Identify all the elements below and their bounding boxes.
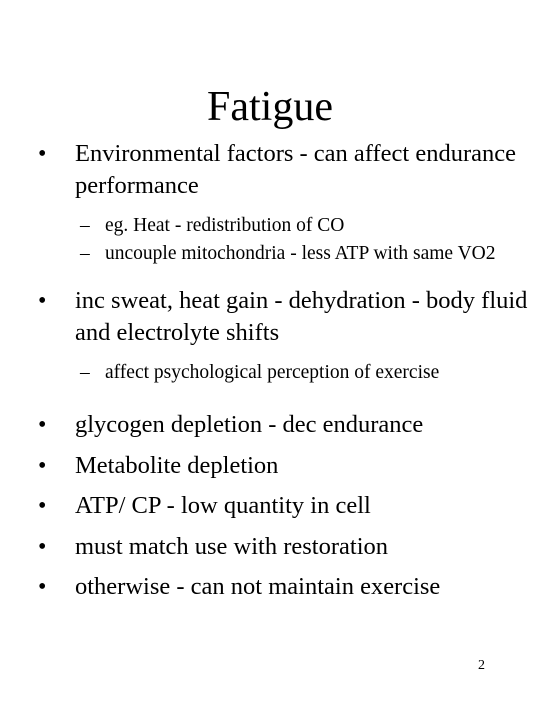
bullet-text: otherwise - can not maintain exercise — [75, 573, 441, 600]
bullet-marker: • — [38, 288, 47, 314]
bullet-text: inc sweat, heat gain - dehydration - body fluid and electrolyte shifts — [75, 287, 528, 346]
sub-bullet-item — [0, 359, 540, 387]
slide-title: Fatigue — [207, 84, 333, 130]
bullet-marker: • — [38, 141, 47, 167]
dash-marker: – — [80, 362, 90, 383]
bullet-text: glycogen depletion - dec endurance — [75, 411, 424, 438]
bullet-item — [0, 285, 540, 349]
dash-marker: – — [80, 215, 90, 236]
bullet-marker: • — [38, 533, 47, 560]
bullet-text: ATP/ CP - low quantity in cell — [75, 492, 371, 519]
bullet-item — [0, 527, 540, 568]
bullet-text: must match use with restoration — [75, 532, 388, 560]
bullet-marker: • — [38, 452, 47, 479]
dash-marker: – — [80, 243, 90, 264]
bullet-item — [0, 486, 540, 527]
sub-bullet-text: eg. Heat - redistribution of CO — [105, 215, 345, 236]
sub-bullet-text: uncouple mitochondria - less ATP with same VO2 — [105, 243, 496, 264]
page-number: 2 — [478, 658, 485, 673]
bullet-marker: • — [38, 412, 47, 438]
bullet-item — [0, 405, 540, 446]
bullet-marker: • — [38, 493, 47, 519]
bullet-item — [0, 567, 540, 608]
bullet-text: Environmental factors - can affect endurance performance — [75, 140, 516, 199]
bullet-marker: • — [38, 574, 47, 600]
bullet-text: Metabolite depletion — [75, 451, 279, 479]
bullet-item — [0, 446, 540, 487]
sub-bullet-text: affect psychological perception of exercise — [105, 362, 440, 383]
bullet-list — [0, 138, 540, 608]
sub-bullet-item — [0, 212, 540, 240]
bullet-item — [0, 138, 540, 202]
sub-bullet-item — [0, 240, 540, 268]
